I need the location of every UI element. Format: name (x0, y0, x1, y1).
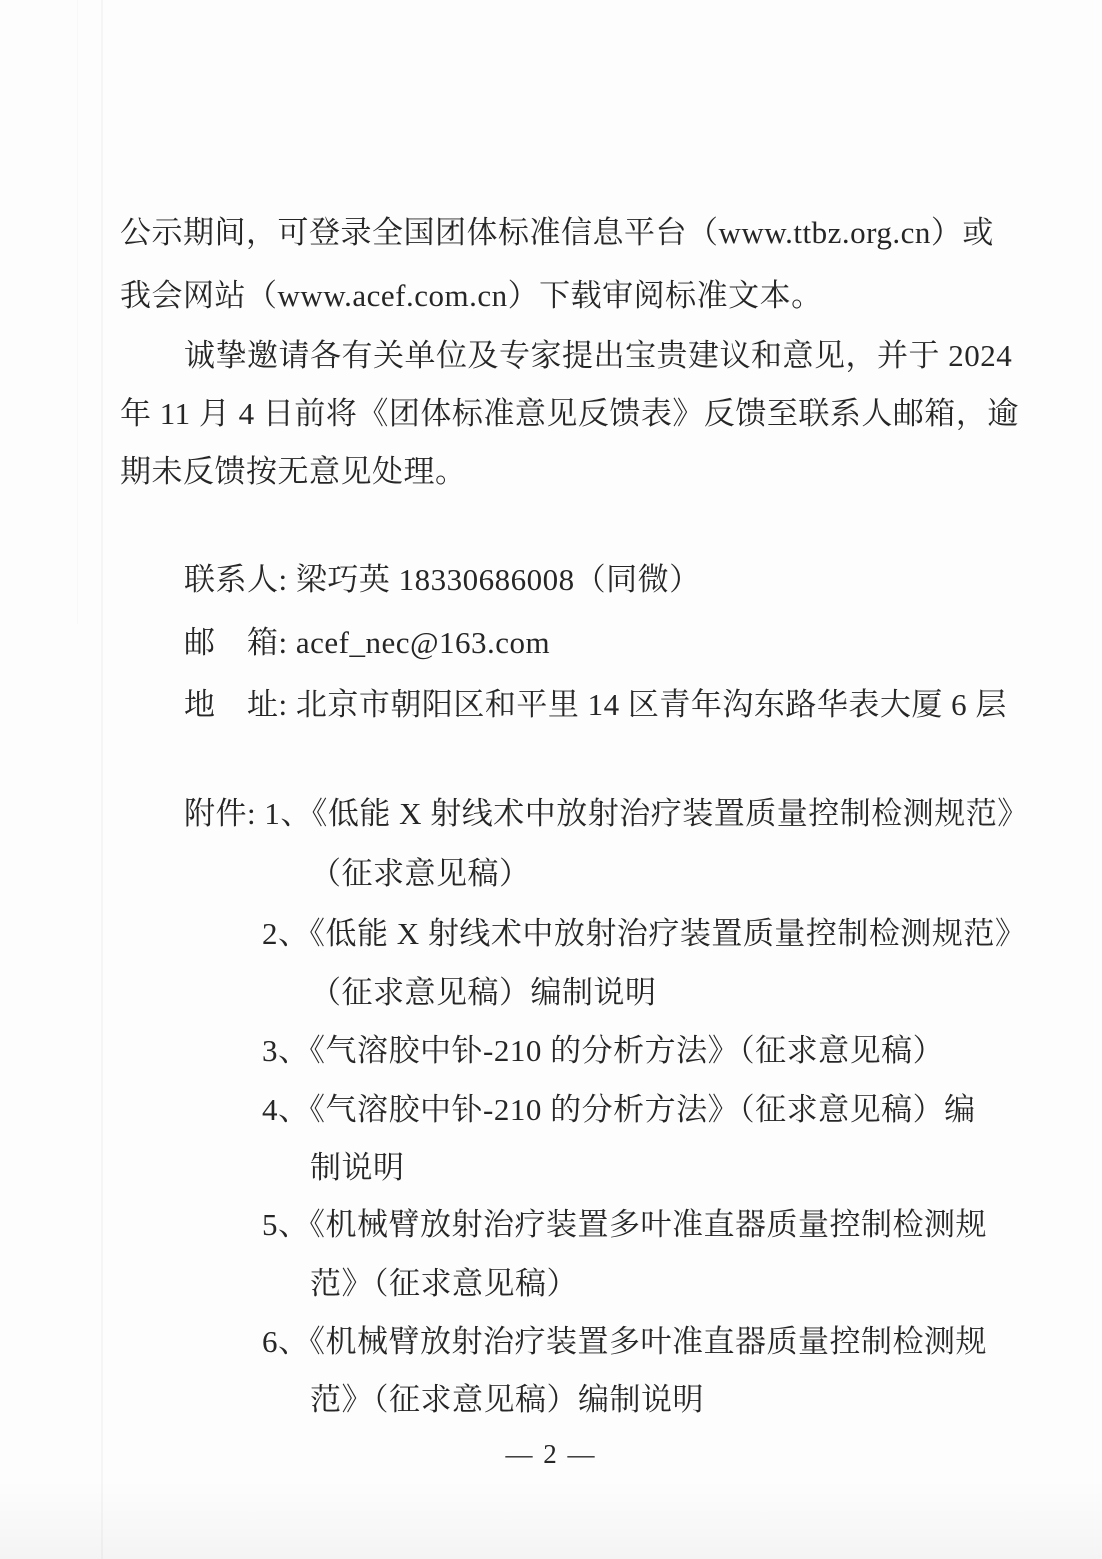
attachment-item5-line1: 5、《机械臂放射治疗装置多叶准直器质量控制检测规 (262, 1207, 987, 1242)
scan-artifact-shading (0, 1479, 1102, 1559)
page-number: — 2 — (505, 1439, 597, 1469)
paragraph1-line2: 我会网站（www.acef.com.cn）下载审阅标准文本。 (120, 278, 823, 313)
contact-address-line: 地 址: 北京市朝阳区和平里 14 区青年沟东路华表大厦 6 层 (184, 687, 1007, 722)
paragraph2-line2: 年 11 月 4 日前将《团体标准意见反馈表》反馈至联系人邮箱，逾 (120, 396, 1019, 431)
attachment-item1-line1: 附件: 1、《低能 X 射线术中放射治疗装置质量控制检测规范》 (184, 796, 1029, 831)
attachment-item4-line2: 制说明 (310, 1150, 405, 1185)
attachment-item4-line1: 4、《气溶胶中钋-210 的分析方法》（征求意见稿）编 (262, 1092, 976, 1127)
attachment-item2-line2: （征求意见稿）编制说明 (310, 975, 657, 1010)
attachment-item5-line2: 范》（征求意见稿） (310, 1266, 578, 1301)
attachment-item2-line1: 2、《低能 X 射线术中放射治疗装置质量控制检测规范》 (262, 916, 1027, 951)
contact-person-line: 联系人: 梁巧英 18330686008（同微） (184, 562, 701, 597)
scan-artifact-line (101, 0, 103, 1559)
attachment-item6-line1: 6、《机械臂放射治疗装置多叶准直器质量控制检测规 (262, 1324, 987, 1359)
attachment-item6-line2: 范》（征求意见稿）编制说明 (310, 1382, 704, 1417)
scan-artifact-line (77, 0, 78, 624)
paragraph2-line1: 诚挚邀请各有关单位及专家提出宝贵建议和意见，并于 2024 (184, 338, 1013, 373)
paragraph2-line3: 期未反馈按无意见处理。 (120, 454, 467, 489)
attachment-item1-line2: （征求意见稿） (310, 856, 531, 891)
paragraph1-line1: 公示期间，可登录全国团体标准信息平台（www.ttbz.org.cn）或 (120, 215, 994, 250)
contact-email-line: 邮 箱: acef_nec@163.com (184, 625, 551, 660)
attachment-item3-line1: 3、《气溶胶中钋-210 的分析方法》（征求意见稿） (262, 1033, 945, 1068)
